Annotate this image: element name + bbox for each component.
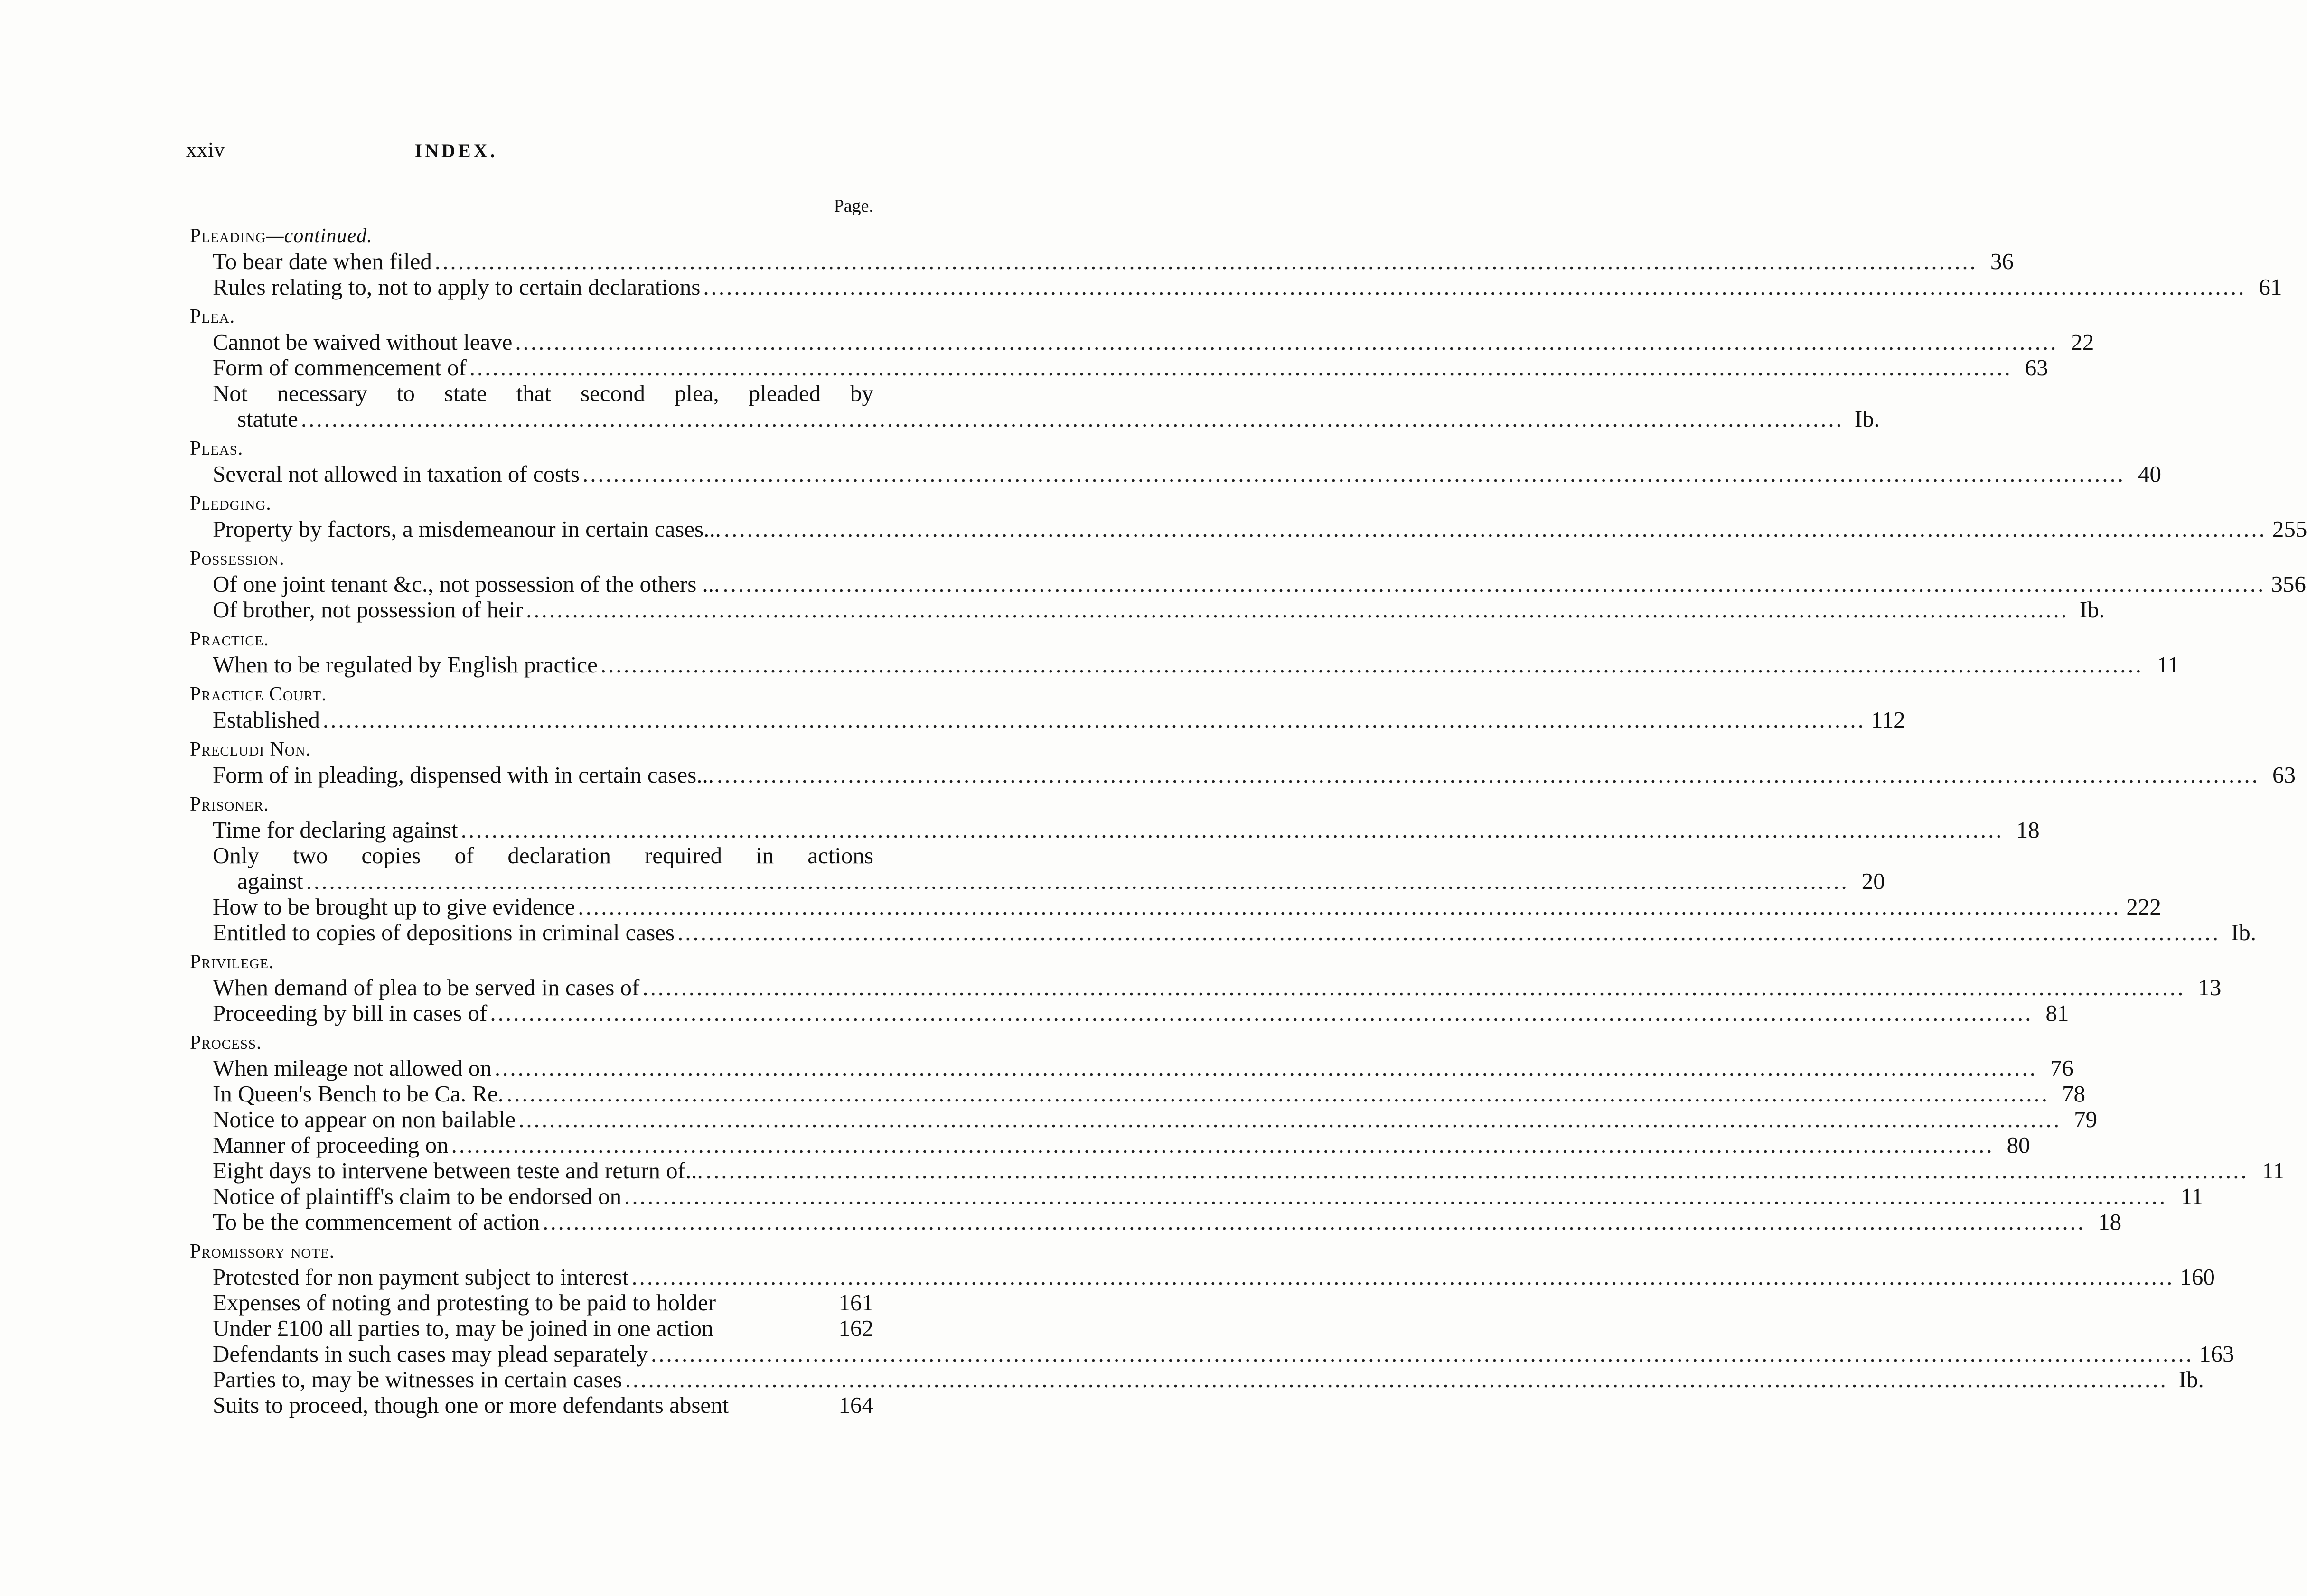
index-entry bbox=[190, 1000, 2069, 1026]
index-entry-text: against bbox=[237, 868, 303, 894]
leader-dots bbox=[582, 461, 2125, 487]
folio-number: xxiv bbox=[186, 138, 225, 161]
index-entry-text: Expenses of noting and protesting to be paid to holder bbox=[213, 1289, 716, 1316]
index-entry-text: Of one joint tenant &c., not possession of the others ... bbox=[213, 571, 720, 597]
index-heading bbox=[190, 223, 873, 249]
page-column-label: Page. bbox=[834, 196, 873, 216]
index-entry-page: 163 bbox=[2199, 1341, 2234, 1367]
index-heading bbox=[190, 737, 873, 762]
index-entry-text: Established bbox=[213, 707, 320, 733]
index-entry-text: Cannot be waived without leave bbox=[213, 329, 513, 355]
index-entry-text: How to be brought up to give evidence bbox=[213, 894, 575, 920]
index-entry-page: 11 bbox=[2180, 1183, 2204, 1209]
index-entry-text: Protested for non payment subject to interest bbox=[213, 1264, 629, 1290]
leader-dots bbox=[526, 597, 2069, 623]
index-entry-text: Suits to proceed, though one or more defendants absent bbox=[213, 1392, 729, 1418]
leader-dots bbox=[717, 762, 2260, 788]
index-entry-text: Form of in pleading, dispensed with in certain cases... bbox=[213, 762, 714, 788]
index-entry-continuation bbox=[190, 406, 1880, 432]
index-entry bbox=[190, 1106, 2098, 1132]
index-entry-text: Property by factors, a misdemeanour in certain cases... bbox=[213, 516, 721, 542]
leader-dots bbox=[642, 975, 2185, 1000]
index-heading bbox=[190, 491, 873, 516]
index-entry bbox=[190, 329, 2094, 355]
index-entry bbox=[190, 843, 873, 868]
index-heading-text: Prisoner. bbox=[190, 793, 269, 815]
leader-dots bbox=[306, 868, 1849, 894]
index-entry-page: 63 bbox=[2272, 762, 2296, 788]
index-heading-text: Practice. bbox=[190, 628, 269, 650]
index-heading bbox=[190, 792, 873, 817]
index-entry bbox=[190, 248, 2014, 274]
leader-dots bbox=[724, 516, 2267, 542]
index-heading-continued: —continued. bbox=[266, 225, 373, 247]
index-entry bbox=[190, 1366, 2204, 1392]
leader-dots bbox=[624, 1184, 2167, 1209]
index-entry bbox=[190, 1290, 873, 1316]
index-entry-text: In Queen's Bench to be Ca. Re. bbox=[213, 1081, 504, 1107]
leader-dots bbox=[451, 1132, 1994, 1158]
index-list bbox=[190, 219, 2307, 1418]
index-entry-page: 63 bbox=[2025, 355, 2048, 381]
leader-dots bbox=[706, 1158, 2249, 1184]
index-entry-text: Form of commencement of bbox=[213, 355, 467, 381]
index-entry-text: Parties to, may be witnesses in certain cases bbox=[213, 1366, 622, 1392]
index-entry-continuation bbox=[190, 868, 1885, 894]
index-entry bbox=[190, 1392, 873, 1418]
index-entry-text: Defendants in such cases may plead separately bbox=[213, 1341, 648, 1367]
running-title: INDEX. bbox=[414, 140, 498, 161]
index-heading bbox=[190, 1030, 873, 1055]
index-entry bbox=[190, 894, 2161, 920]
index-entry-text: Eight days to intervene between teste and return of... bbox=[213, 1157, 703, 1184]
index-entry-page: 222 bbox=[2126, 894, 2161, 920]
leader-dots bbox=[631, 1264, 2174, 1290]
index-entry-text: When demand of plea to be served in cases of bbox=[213, 974, 640, 1000]
index-entry-page: Ib. bbox=[2079, 597, 2105, 623]
index-entry-text: Not necessary to state that second plea, pleaded by bbox=[213, 380, 873, 406]
leader-dots bbox=[506, 1081, 2049, 1107]
index-entry bbox=[190, 1341, 2234, 1367]
leader-dots bbox=[469, 355, 2012, 381]
leader-dots bbox=[323, 707, 1866, 733]
index-heading-text: Privilege. bbox=[190, 951, 274, 973]
index-entry-page: 79 bbox=[2074, 1106, 2098, 1132]
index-entry bbox=[190, 381, 873, 406]
index-entry bbox=[190, 707, 1905, 733]
index-entry bbox=[190, 1081, 2086, 1107]
index-entry-text: When to be regulated by English practice bbox=[213, 652, 598, 678]
index-heading-text: Precludi Non. bbox=[190, 738, 311, 760]
index-entry-page: 164 bbox=[838, 1392, 873, 1418]
index-heading-text: Pleading bbox=[190, 225, 266, 247]
index-entry-text: Only two copies of declaration required in actions bbox=[213, 842, 873, 868]
index-entry bbox=[190, 1264, 2215, 1290]
index-heading-text: Practice Court. bbox=[190, 683, 327, 705]
index-heading bbox=[190, 304, 873, 329]
leader-dots bbox=[543, 1209, 2085, 1235]
index-entry bbox=[190, 974, 2222, 1000]
index-entry-page: Ib. bbox=[1854, 406, 1880, 432]
index-entry-text: Rules relating to, not to apply to certain declarations bbox=[213, 274, 701, 300]
index-entry-page: 18 bbox=[2098, 1209, 2122, 1235]
leader-dots bbox=[677, 920, 2220, 945]
index-entry bbox=[190, 1316, 873, 1341]
leader-dots bbox=[495, 1055, 2037, 1081]
index-entry-page: 255 bbox=[2272, 516, 2307, 542]
index-heading bbox=[190, 949, 873, 975]
index-entry bbox=[190, 1157, 2285, 1184]
leader-dots bbox=[435, 249, 1978, 274]
index-heading bbox=[190, 626, 873, 652]
index-heading-text: Pledging. bbox=[190, 493, 272, 514]
index-entry-page: 162 bbox=[838, 1315, 873, 1341]
index-entry-page: 18 bbox=[2016, 817, 2040, 843]
index-entry-text: Manner of proceeding on bbox=[213, 1132, 449, 1158]
index-heading bbox=[190, 1239, 873, 1264]
index-entry-text: To be the commencement of action bbox=[213, 1209, 540, 1235]
index-entry-page: 22 bbox=[2071, 329, 2094, 355]
index-entry-text: To bear date when filed bbox=[213, 248, 432, 274]
leader-dots bbox=[703, 274, 2246, 300]
index-heading-text: Possession. bbox=[190, 548, 285, 569]
index-heading-text: Promissory note. bbox=[190, 1241, 335, 1262]
index-entry-text: Several not allowed in taxation of costs bbox=[213, 461, 580, 487]
index-entry-page: 11 bbox=[2262, 1157, 2285, 1184]
index-entry-page: 40 bbox=[2138, 461, 2161, 487]
index-entry bbox=[190, 1209, 2122, 1235]
index-entry-page: Ib. bbox=[2178, 1366, 2204, 1392]
index-entry-page: 112 bbox=[1871, 707, 1905, 733]
leader-dots bbox=[578, 894, 2120, 920]
leader-dots bbox=[518, 1107, 2061, 1132]
index-entry bbox=[190, 461, 2161, 487]
index-entry-page: 356 bbox=[2271, 571, 2306, 597]
index-entry bbox=[190, 919, 2256, 945]
index-entry bbox=[190, 597, 2105, 623]
index-entry-page: Ib. bbox=[2231, 919, 2256, 945]
leader-dots bbox=[600, 652, 2143, 678]
index-heading bbox=[190, 681, 873, 707]
index-heading bbox=[190, 546, 873, 571]
index-entry-text: Notice of plaintiff's claim to be endorsed on bbox=[213, 1183, 622, 1209]
index-entry-page: 76 bbox=[2050, 1055, 2073, 1081]
index-heading-text: Process. bbox=[190, 1032, 262, 1054]
index-entry-text: Time for declaring against bbox=[213, 817, 458, 843]
index-entry-text: Under £100 all parties to, may be joined in one action bbox=[213, 1315, 713, 1341]
leader-dots bbox=[722, 571, 2265, 597]
leader-dots bbox=[515, 329, 2058, 355]
index-entry bbox=[190, 274, 2282, 300]
index-entry-text: When mileage not allowed on bbox=[213, 1055, 492, 1081]
index-entry-page: 80 bbox=[2007, 1132, 2030, 1158]
index-entry-page: 161 bbox=[838, 1289, 873, 1316]
index-entry bbox=[190, 1183, 2204, 1209]
index-heading-text: Plea. bbox=[190, 306, 235, 327]
index-entry bbox=[190, 1055, 2073, 1081]
index-entry bbox=[190, 817, 2040, 843]
leader-dots bbox=[651, 1341, 2194, 1367]
leader-dots bbox=[461, 817, 2004, 843]
index-entry bbox=[190, 516, 2307, 542]
index-entry-page: 81 bbox=[2045, 1000, 2069, 1026]
index-heading bbox=[190, 436, 873, 461]
index-entry-page: 160 bbox=[2180, 1264, 2215, 1290]
index-entry bbox=[190, 762, 2296, 788]
index-entry bbox=[190, 355, 2048, 381]
index-entry-page: 78 bbox=[2062, 1081, 2086, 1107]
index-entry-text: Entitled to copies of depositions in criminal cases bbox=[213, 919, 675, 945]
index-entry bbox=[190, 571, 2306, 597]
index-entry-page: 13 bbox=[2198, 974, 2222, 1000]
index-entry-text: statute bbox=[237, 406, 298, 432]
leader-dots bbox=[490, 1000, 2033, 1026]
index-entry-page: 20 bbox=[1861, 868, 1885, 894]
index-entry-page: 36 bbox=[1990, 248, 2014, 274]
index-entry bbox=[190, 652, 2179, 678]
index-entry-text: Of brother, not possession of heir bbox=[213, 597, 523, 623]
index-entry-text: Proceeding by bill in cases of bbox=[213, 1000, 488, 1026]
leader-dots bbox=[625, 1367, 2168, 1392]
index-entry-page: 61 bbox=[2259, 274, 2282, 300]
index-heading-text: Pleas. bbox=[190, 438, 244, 459]
index-entry-text: Notice to appear on non bailable bbox=[213, 1106, 516, 1132]
leader-dots bbox=[301, 406, 1844, 432]
index-entry bbox=[190, 1132, 2030, 1158]
index-entry-page: 11 bbox=[2157, 652, 2179, 678]
